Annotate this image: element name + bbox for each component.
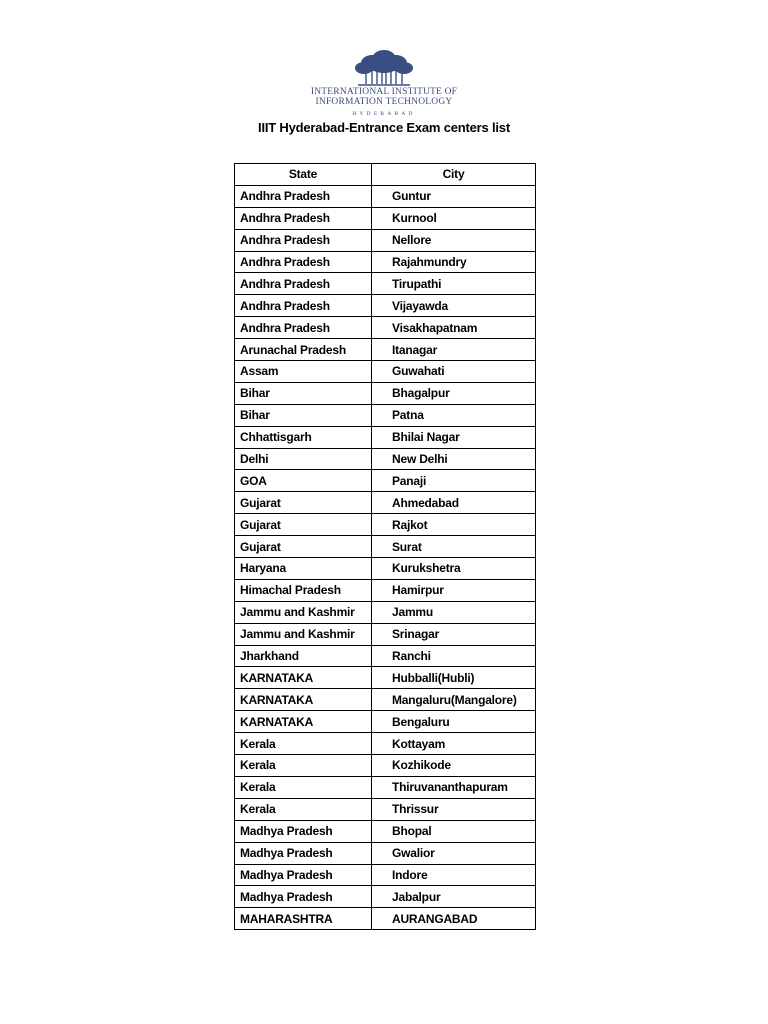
state-column-header: State	[235, 164, 372, 186]
city-cell: Srinagar	[372, 623, 536, 645]
state-cell: Kerala	[235, 733, 372, 755]
state-cell: Jharkhand	[235, 645, 372, 667]
state-cell: KARNATAKA	[235, 689, 372, 711]
table-row	[235, 864, 536, 886]
table-row	[235, 251, 536, 273]
city-cell: AURANGABAD	[372, 908, 536, 930]
table-row	[235, 820, 536, 842]
state-cell: Arunachal Pradesh	[235, 339, 372, 361]
table-row	[235, 404, 536, 426]
city-cell: Rajkot	[372, 514, 536, 536]
table-row	[235, 667, 536, 689]
city-cell: Tirupathi	[372, 273, 536, 295]
table-row	[235, 689, 536, 711]
document-title: IIIT Hyderabad-Entrance Exam centers list	[258, 120, 510, 135]
state-cell: Gujarat	[235, 536, 372, 558]
table-row	[235, 755, 536, 777]
city-cell: Thiruvananthapuram	[372, 776, 536, 798]
institute-name-line2: INFORMATION TECHNOLOGY	[315, 97, 453, 107]
city-cell: Visakhapatnam	[372, 317, 536, 339]
state-cell: Andhra Pradesh	[235, 251, 372, 273]
city-cell: Ahmedabad	[372, 492, 536, 514]
city-cell: Kottayam	[372, 733, 536, 755]
state-cell: Delhi	[235, 448, 372, 470]
state-cell: MAHARASHTRA	[235, 908, 372, 930]
table-row	[235, 273, 536, 295]
table-row	[235, 185, 536, 207]
table-row	[235, 514, 536, 536]
state-cell: Haryana	[235, 558, 372, 580]
table-row	[235, 339, 536, 361]
city-cell: Bhopal	[372, 820, 536, 842]
state-cell: Bihar	[235, 382, 372, 404]
state-cell: Jammu and Kashmir	[235, 623, 372, 645]
table-row	[235, 317, 536, 339]
state-cell: Andhra Pradesh	[235, 207, 372, 229]
state-cell: Andhra Pradesh	[235, 229, 372, 251]
institute-name-line1: INTERNATIONAL INSTITUTE OF	[310, 87, 458, 97]
table-row	[235, 361, 536, 383]
city-cell: Guntur	[372, 185, 536, 207]
city-cell: Bhagalpur	[372, 382, 536, 404]
city-column-header: City	[372, 164, 536, 186]
city-cell: Kozhikode	[372, 755, 536, 777]
city-cell: Itanagar	[372, 339, 536, 361]
state-cell: Kerala	[235, 798, 372, 820]
state-cell: Kerala	[235, 755, 372, 777]
exam-centers-table	[234, 163, 536, 930]
city-cell: Jabalpur	[372, 886, 536, 908]
state-cell: Chhattisgarh	[235, 426, 372, 448]
city-cell: Hubballi(Hubli)	[372, 667, 536, 689]
state-cell: Andhra Pradesh	[235, 317, 372, 339]
city-cell: Hamirpur	[372, 579, 536, 601]
table-row	[235, 492, 536, 514]
institute-logo	[0, 48, 768, 86]
city-cell: Mangaluru(Mangalore)	[372, 689, 536, 711]
city-cell: New Delhi	[372, 448, 536, 470]
banyan-tree-icon	[352, 48, 416, 86]
state-cell: Himachal Pradesh	[235, 579, 372, 601]
table-row	[235, 426, 536, 448]
table-row	[235, 623, 536, 645]
city-cell: Jammu	[372, 601, 536, 623]
city-cell: Bengaluru	[372, 711, 536, 733]
city-cell: Rajahmundry	[372, 251, 536, 273]
table-row	[235, 601, 536, 623]
state-cell: Madhya Pradesh	[235, 886, 372, 908]
institute-city: HYDERABAD	[352, 111, 416, 117]
city-cell: Bhilai Nagar	[372, 426, 536, 448]
state-cell: Assam	[235, 361, 372, 383]
table-row	[235, 382, 536, 404]
state-cell: Bihar	[235, 404, 372, 426]
table-row	[235, 579, 536, 601]
state-cell: Andhra Pradesh	[235, 295, 372, 317]
state-cell: GOA	[235, 470, 372, 492]
table-row	[235, 536, 536, 558]
city-cell: Guwahati	[372, 361, 536, 383]
table-row	[235, 558, 536, 580]
city-cell: Panaji	[372, 470, 536, 492]
city-cell: Nellore	[372, 229, 536, 251]
city-cell: Surat	[372, 536, 536, 558]
city-cell: Gwalior	[372, 842, 536, 864]
state-cell: Jammu and Kashmir	[235, 601, 372, 623]
table-row	[235, 842, 536, 864]
city-cell: Kurnool	[372, 207, 536, 229]
table-row	[235, 711, 536, 733]
table-row	[235, 645, 536, 667]
state-cell: Madhya Pradesh	[235, 842, 372, 864]
city-cell: Vijayawda	[372, 295, 536, 317]
state-cell: KARNATAKA	[235, 711, 372, 733]
table-row	[235, 470, 536, 492]
state-cell: Andhra Pradesh	[235, 185, 372, 207]
table-row	[235, 776, 536, 798]
city-cell: Kurukshetra	[372, 558, 536, 580]
city-cell: Patna	[372, 404, 536, 426]
table-row	[235, 207, 536, 229]
table-row	[235, 886, 536, 908]
city-cell: Ranchi	[372, 645, 536, 667]
table-row	[235, 798, 536, 820]
city-cell: Indore	[372, 864, 536, 886]
state-cell: Madhya Pradesh	[235, 820, 372, 842]
state-cell: Andhra Pradesh	[235, 273, 372, 295]
state-cell: Madhya Pradesh	[235, 864, 372, 886]
city-cell: Thrissur	[372, 798, 536, 820]
state-cell: KARNATAKA	[235, 667, 372, 689]
state-cell: Kerala	[235, 776, 372, 798]
table-row	[235, 908, 536, 930]
table-row	[235, 448, 536, 470]
table-row	[235, 295, 536, 317]
state-cell: Gujarat	[235, 514, 372, 536]
state-cell: Gujarat	[235, 492, 372, 514]
table-row	[235, 733, 536, 755]
table-header-row	[235, 164, 536, 186]
table-row	[235, 229, 536, 251]
